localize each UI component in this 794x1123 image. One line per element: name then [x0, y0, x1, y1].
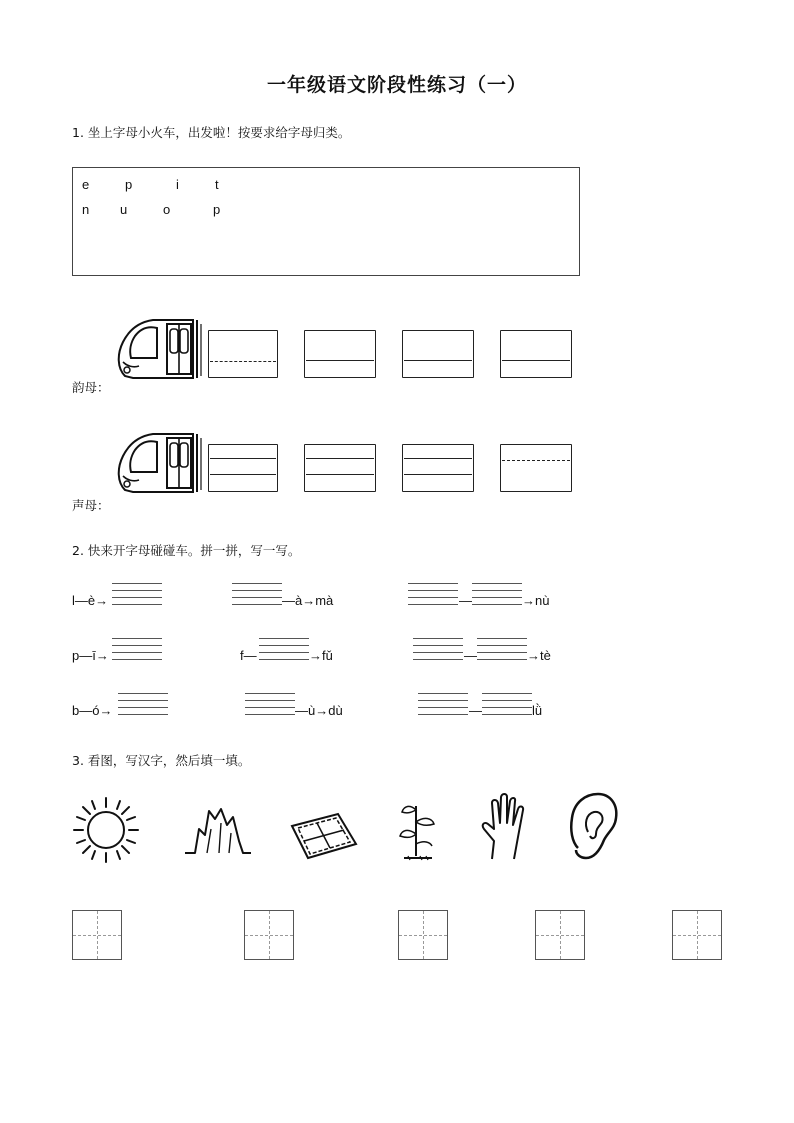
train-car-4: [500, 330, 572, 378]
tianzige-box[interactable]: [535, 910, 585, 960]
shengmu-label: 声母：: [72, 498, 110, 513]
question-1-prompt: 1. 坐上字母小火车，出发啦！按要求给字母归类。: [72, 125, 351, 140]
four-line-grid: [232, 583, 282, 605]
pinyin-suffix: →nù: [522, 593, 550, 608]
pinyin-joiner: —: [464, 648, 477, 663]
yunmu-label: 韵母：: [72, 380, 110, 395]
train-car-2: [304, 444, 376, 492]
letter: o: [163, 202, 171, 217]
train-engine-icon: [113, 430, 209, 496]
train-car-1: [208, 330, 278, 378]
question-2-prompt: 2. 快来开字母碰碰车。拼一拼，写一写。: [72, 543, 301, 558]
train-car-3: [402, 330, 474, 378]
tianzige-box[interactable]: [672, 910, 722, 960]
four-line-grid: [118, 693, 168, 715]
pinyin-suffix: —à→mà: [282, 593, 334, 608]
letter: n: [82, 202, 90, 217]
letter: p: [213, 202, 221, 217]
letter: e: [82, 177, 90, 192]
letters-box: [72, 167, 580, 276]
mountain-icon: [183, 805, 253, 857]
pinyin-prefix: b—ó→: [72, 703, 113, 718]
four-line-grid: [245, 693, 295, 715]
tianzige-box[interactable]: [244, 910, 294, 960]
sun-icon: [70, 795, 142, 865]
hand-icon: [478, 793, 528, 863]
four-line-grid: [259, 638, 309, 660]
four-line-grid: [472, 583, 522, 605]
letter: p: [125, 177, 133, 192]
four-line-grid: [418, 693, 468, 715]
letter: u: [120, 202, 128, 217]
four-line-grid: [477, 638, 527, 660]
pinyin-joiner: —: [469, 703, 482, 718]
four-line-grid: [112, 638, 162, 660]
pinyin-suffix: —ù→dù: [295, 703, 343, 718]
pinyin-prefix: p—ī→: [72, 648, 109, 663]
ear-icon: [568, 792, 620, 862]
pinyin-suffix: lǜ: [532, 703, 543, 718]
pinyin-suffix: →fǔ: [309, 648, 333, 663]
train-car-2: [304, 330, 376, 378]
tianzige-box[interactable]: [72, 910, 122, 960]
letter: t: [215, 177, 219, 192]
tianzige-box[interactable]: [398, 910, 448, 960]
letter: i: [176, 177, 179, 192]
four-line-grid: [112, 583, 162, 605]
sprout-icon: [396, 800, 440, 864]
field-icon: [288, 810, 360, 862]
pinyin-prefix: f—: [240, 648, 257, 663]
question-3-prompt: 3. 看图，写汉字，然后填一填。: [72, 753, 251, 768]
page-title: 一年级语文阶段性练习（一）: [266, 74, 527, 96]
four-line-grid: [408, 583, 458, 605]
train-car-1: [208, 444, 278, 492]
train-engine-icon: [113, 316, 209, 382]
four-line-grid: [482, 693, 532, 715]
pinyin-suffix: →tè: [527, 648, 551, 663]
train-car-4: [500, 444, 572, 492]
pinyin-prefix: l—è→: [72, 593, 109, 608]
train-car-3: [402, 444, 474, 492]
four-line-grid: [413, 638, 463, 660]
pinyin-joiner: —: [459, 593, 472, 608]
